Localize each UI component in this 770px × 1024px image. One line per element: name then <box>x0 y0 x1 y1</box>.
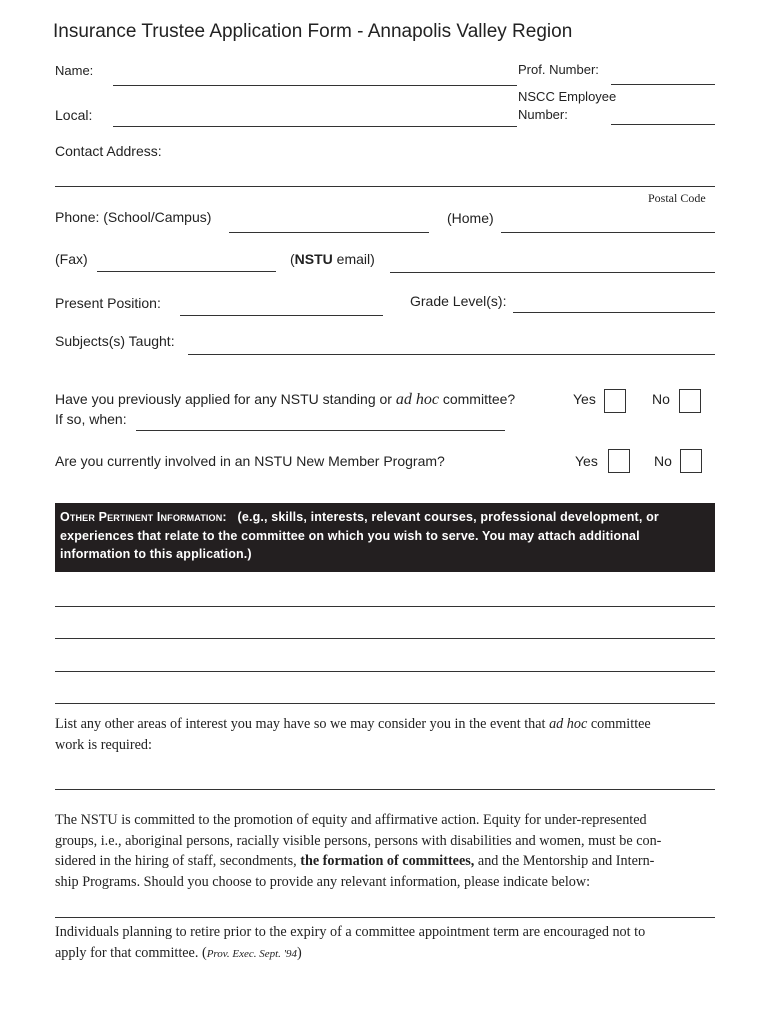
present-position-label: Present Position: <box>55 295 161 311</box>
q2-yes-label: Yes <box>575 453 598 469</box>
nstu-email-field[interactable] <box>390 272 715 273</box>
nscc-number-field[interactable] <box>611 124 715 125</box>
other-info-line-4[interactable] <box>55 703 715 704</box>
prof-number-label: Prof. Number: <box>518 62 599 77</box>
home-field[interactable] <box>501 232 715 233</box>
home-label: (Home) <box>447 210 494 226</box>
retire-note: Individuals planning to retire prior to the expiry of a committee appointment term are encouraged not to apply for that committee. (Prov. Exec. Sept. '94) <box>55 924 646 961</box>
subjects-label: Subjects(s) Taught: <box>55 333 175 349</box>
name-label: Name: <box>55 63 94 78</box>
banner-line1: Other Pertinent Information: (e.g., skills, interests, relevant courses, professional development, or <box>60 510 659 524</box>
local-label: Local: <box>55 107 93 123</box>
q1-yes-checkbox[interactable] <box>604 389 626 413</box>
banner-heading: Other Pertinent Information: <box>60 510 227 524</box>
prof-number-field[interactable] <box>611 84 715 85</box>
q2-no-checkbox[interactable] <box>680 449 702 473</box>
equity-info-field[interactable] <box>55 917 715 918</box>
q2-yes-checkbox[interactable] <box>608 449 630 473</box>
other-interest-field[interactable] <box>55 789 715 790</box>
banner-line2: experiences that relate to the committee on which you wish to serve. You may attach additional <box>60 528 640 543</box>
grade-level-label: Grade Level(s): <box>410 293 507 309</box>
question-new-member: Are you currently involved in an NSTU New Member Program? <box>55 453 445 469</box>
fax-label: (Fax) <box>55 251 88 267</box>
q2-no-label: No <box>654 453 672 469</box>
name-field[interactable] <box>113 85 517 86</box>
nstu-email-label: (NSTU email) <box>290 251 375 267</box>
equity-statement: The NSTU is committed to the promotion of equity and affirmative action. Equity for under-represented groups, i.e., aboriginal persons, racially visible persons, persons with disabilities and women, must be con- sidered in the hiring of staff, secondments, the formation of committees, and the Mentorship and Intern- ship Programs. Should you choose to provide any relevant information, please indicate below: <box>55 812 662 890</box>
other-interest-text: List any other areas of interest you may have so we may consider you in the event that ad hoc committee work is required: <box>55 716 651 753</box>
fax-field[interactable] <box>97 271 276 272</box>
banner-line3: information to this application.) <box>60 547 252 561</box>
other-info-line-3[interactable] <box>55 671 715 672</box>
local-field[interactable] <box>113 126 517 127</box>
other-info-line-1[interactable] <box>55 606 715 607</box>
grade-level-field[interactable] <box>513 312 715 313</box>
q1-no-label: No <box>652 391 670 407</box>
nscc-label-line1: NSCC Employee <box>518 89 617 104</box>
question-previous-applied: Have you previously applied for any NSTU standing or ad hoc committee? <box>55 391 516 408</box>
phone-field[interactable] <box>229 232 429 233</box>
subjects-field[interactable] <box>188 354 715 355</box>
phone-label: Phone: (School/Campus) <box>55 209 212 225</box>
postal-code-label: Postal Code <box>648 191 706 205</box>
other-info-line-2[interactable] <box>55 638 715 639</box>
contact-address-field[interactable] <box>55 186 715 187</box>
contact-address-label: Contact Address: <box>55 143 162 159</box>
q1-when-field[interactable] <box>136 430 505 431</box>
q1-when-label: If so, when: <box>55 411 127 427</box>
other-info-banner <box>55 503 715 572</box>
form-title: Insurance Trustee Application Form - Annapolis Valley Region <box>53 21 573 42</box>
q1-yes-label: Yes <box>573 391 596 407</box>
present-position-field[interactable] <box>180 315 383 316</box>
q1-no-checkbox[interactable] <box>679 389 701 413</box>
nscc-label-line2: Number: <box>518 107 568 122</box>
